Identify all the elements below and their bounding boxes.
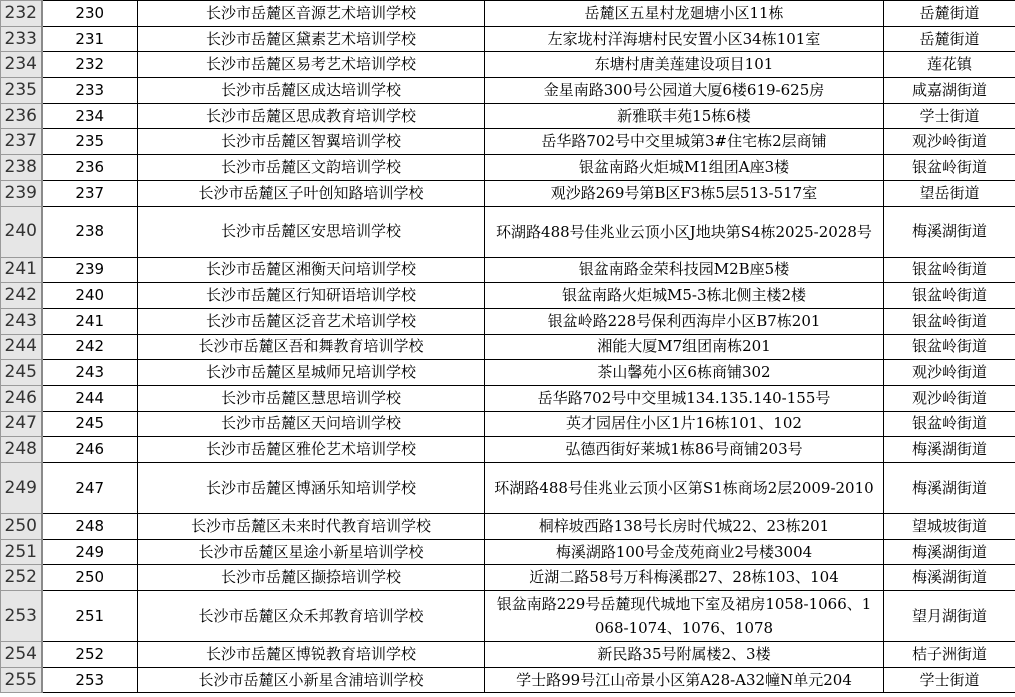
table-row <box>1 539 1015 565</box>
street-cell[interactable]: 梅溪湖街道 <box>884 463 1015 514</box>
address-cell[interactable]: 银盆南路金荣科技园M2B座5楼 <box>485 257 884 283</box>
index-cell[interactable]: 238 <box>42 206 138 257</box>
address-cell[interactable]: 金星南路300号公园道大厦6楼619-625房 <box>485 78 884 104</box>
address-cell[interactable]: 学士路99号江山帝景小区第A28-A32幢N单元204 <box>485 667 884 693</box>
index-cell[interactable]: 250 <box>42 565 138 591</box>
index-cell[interactable]: 235 <box>42 129 138 155</box>
row-number-header[interactable]: 234 <box>1 52 42 78</box>
table-row <box>1 283 1015 309</box>
table-body <box>1 1 1015 693</box>
index-cell[interactable]: 240 <box>42 283 138 309</box>
table-row <box>1 411 1015 437</box>
row-number-header[interactable]: 241 <box>1 257 42 283</box>
table-row <box>1 103 1015 129</box>
row-number-header[interactable]: 233 <box>1 26 42 52</box>
address-cell[interactable]: 湘能大厦M7组团南栋201 <box>485 334 884 360</box>
row-number-header[interactable]: 242 <box>1 283 42 309</box>
table-row <box>1 206 1015 257</box>
address-cell[interactable]: 环湖路488号佳兆业云顶小区第S1栋商场2层2009-2010 <box>485 463 884 514</box>
school-name-cell[interactable]: 长沙市岳麓区易考艺术培训学校 <box>138 52 485 78</box>
table-row <box>1 667 1015 693</box>
street-cell[interactable]: 银盆岭街道 <box>884 257 1015 283</box>
address-cell[interactable]: 新雅联丰苑15栋6楼 <box>485 103 884 129</box>
row-number-header[interactable]: 237 <box>1 129 42 155</box>
street-cell[interactable]: 岳麓街道 <box>884 1 1015 27</box>
table-row <box>1 565 1015 591</box>
row-number-header[interactable]: 240 <box>1 206 42 257</box>
school-name-cell[interactable]: 长沙市岳麓区众禾邦教育培训学校 <box>138 591 485 642</box>
school-name-cell[interactable]: 长沙市岳麓区智翼培训学校 <box>138 129 485 155</box>
row-number-header[interactable]: 244 <box>1 334 42 360</box>
index-cell[interactable]: 232 <box>42 52 138 78</box>
table-row <box>1 180 1015 206</box>
table-row <box>1 129 1015 155</box>
address-cell[interactable]: 银盆岭路228号保利西海岸小区B7栋201 <box>485 308 884 334</box>
index-cell[interactable]: 237 <box>42 180 138 206</box>
index-cell[interactable]: 230 <box>42 1 138 27</box>
street-cell[interactable]: 望城坡街道 <box>884 514 1015 540</box>
address-cell[interactable]: 近湖二路58号万科梅溪郡27、28栋103、104 <box>485 565 884 591</box>
table-row <box>1 360 1015 386</box>
street-cell[interactable]: 岳麓街道 <box>884 26 1015 52</box>
school-name-cell[interactable]: 长沙市岳麓区湘衡天问培训学校 <box>138 257 485 283</box>
school-name-cell[interactable]: 长沙市岳麓区吾和舞教育培训学校 <box>138 334 485 360</box>
school-name-cell[interactable]: 长沙市岳麓区文韵培训学校 <box>138 155 485 181</box>
table-row <box>1 591 1015 642</box>
street-cell[interactable]: 望岳街道 <box>884 180 1015 206</box>
table-row <box>1 1 1015 27</box>
index-cell[interactable]: 247 <box>42 463 138 514</box>
row-number-header[interactable]: 254 <box>1 642 42 668</box>
address-cell[interactable]: 观沙路269号第B区F3栋5层513-517室 <box>485 180 884 206</box>
street-cell[interactable]: 学士街道 <box>884 667 1015 693</box>
index-cell[interactable]: 241 <box>42 308 138 334</box>
index-cell[interactable]: 239 <box>42 257 138 283</box>
table-row <box>1 308 1015 334</box>
street-cell[interactable]: 梅溪湖街道 <box>884 437 1015 463</box>
address-cell[interactable]: 环湖路488号佳兆业云顶小区J地块第S4栋2025-2028号 <box>485 206 884 257</box>
row-number-header[interactable]: 255 <box>1 667 42 693</box>
street-cell[interactable]: 咸嘉湖街道 <box>884 78 1015 104</box>
address-cell[interactable]: 桐梓坡西路138号长房时代城22、23栋201 <box>485 514 884 540</box>
index-cell[interactable]: 245 <box>42 411 138 437</box>
address-cell[interactable]: 岳麓区五星村龙廻塘小区11栋 <box>485 1 884 27</box>
school-name-cell[interactable]: 长沙市岳麓区行知研语培训学校 <box>138 283 485 309</box>
table-row <box>1 642 1015 668</box>
table-row <box>1 257 1015 283</box>
index-cell[interactable]: 249 <box>42 539 138 565</box>
school-name-cell[interactable]: 长沙市岳麓区星途小新星培训学校 <box>138 539 485 565</box>
street-cell[interactable]: 银盆岭街道 <box>884 308 1015 334</box>
index-cell[interactable]: 242 <box>42 334 138 360</box>
index-cell[interactable]: 253 <box>42 667 138 693</box>
index-cell[interactable]: 234 <box>42 103 138 129</box>
school-name-cell[interactable]: 长沙市岳麓区撷捺培训学校 <box>138 565 485 591</box>
index-cell[interactable]: 251 <box>42 591 138 642</box>
index-cell[interactable]: 246 <box>42 437 138 463</box>
address-cell[interactable]: 茶山馨苑小区6栋商铺302 <box>485 360 884 386</box>
school-name-cell[interactable]: 长沙市岳麓区未来时代教育培训学校 <box>138 514 485 540</box>
table-row <box>1 334 1015 360</box>
street-cell[interactable]: 望月湖街道 <box>884 591 1015 642</box>
school-name-cell[interactable]: 长沙市岳麓区雅伦艺术培训学校 <box>138 437 485 463</box>
table-row <box>1 514 1015 540</box>
street-cell[interactable]: 观沙岭街道 <box>884 129 1015 155</box>
street-cell[interactable]: 桔子洲街道 <box>884 642 1015 668</box>
school-name-cell[interactable]: 长沙市岳麓区小新星含浦培训学校 <box>138 667 485 693</box>
row-number-header[interactable]: 253 <box>1 591 42 642</box>
address-cell[interactable]: 东塘村唐美莲建设项目101 <box>485 52 884 78</box>
table-row <box>1 155 1015 181</box>
address-cell[interactable]: 英才园居住小区1片16栋101、102 <box>485 411 884 437</box>
school-name-cell[interactable]: 长沙市岳麓区黛素艺术培训学校 <box>138 26 485 52</box>
address-cell[interactable]: 新民路35号附属楼2、3楼 <box>485 642 884 668</box>
address-cell[interactable]: 银盆南路229号岳麓现代城地下室及裙房1058-1066、1068-1074、1076、1078 <box>485 591 884 642</box>
school-name-cell[interactable]: 长沙市岳麓区音源艺术培训学校 <box>138 1 485 27</box>
street-cell[interactable]: 银盆岭街道 <box>884 155 1015 181</box>
row-number-header[interactable]: 251 <box>1 539 42 565</box>
school-name-cell[interactable]: 长沙市岳麓区天问培训学校 <box>138 411 485 437</box>
table-row <box>1 52 1015 78</box>
street-cell[interactable]: 梅溪湖街道 <box>884 565 1015 591</box>
school-name-cell[interactable]: 长沙市岳麓区成达培训学校 <box>138 78 485 104</box>
table-row <box>1 26 1015 52</box>
index-cell[interactable]: 248 <box>42 514 138 540</box>
row-number-header[interactable]: 239 <box>1 180 42 206</box>
row-number-header[interactable]: 252 <box>1 565 42 591</box>
street-cell[interactable]: 银盆岭街道 <box>884 334 1015 360</box>
street-cell[interactable]: 学士街道 <box>884 103 1015 129</box>
street-cell[interactable]: 观沙岭街道 <box>884 360 1015 386</box>
table-row <box>1 437 1015 463</box>
address-cell[interactable]: 左家垅村洋海塘村民安置小区34栋101室 <box>485 26 884 52</box>
street-cell[interactable]: 银盆岭街道 <box>884 283 1015 309</box>
row-number-header[interactable]: 250 <box>1 514 42 540</box>
row-number-header[interactable]: 246 <box>1 385 42 411</box>
street-cell[interactable]: 莲花镇 <box>884 52 1015 78</box>
address-cell[interactable]: 银盆南路火炬城M5-3栋北侧主楼2楼 <box>485 283 884 309</box>
index-cell[interactable]: 244 <box>42 385 138 411</box>
row-number-header[interactable]: 236 <box>1 103 42 129</box>
street-cell[interactable]: 银盆岭街道 <box>884 411 1015 437</box>
table-row <box>1 78 1015 104</box>
school-name-cell[interactable]: 长沙市岳麓区慧思培训学校 <box>138 385 485 411</box>
address-cell[interactable]: 岳华路702号中交里城第3#住宅栋2层商铺 <box>485 129 884 155</box>
index-cell[interactable]: 252 <box>42 642 138 668</box>
school-name-cell[interactable]: 长沙市岳麓区星城师兄培训学校 <box>138 360 485 386</box>
school-name-cell[interactable]: 长沙市岳麓区子叶创知路培训学校 <box>138 180 485 206</box>
row-number-header[interactable]: 238 <box>1 155 42 181</box>
row-number-header[interactable]: 248 <box>1 437 42 463</box>
address-cell[interactable]: 银盆南路火炬城M1组团A座3楼 <box>485 155 884 181</box>
address-cell[interactable]: 梅溪湖路100号金茂苑商业2号楼3004 <box>485 539 884 565</box>
row-number-header[interactable]: 232 <box>1 1 42 27</box>
table-row <box>1 385 1015 411</box>
school-name-cell[interactable]: 长沙市岳麓区博锐教育培训学校 <box>138 642 485 668</box>
school-name-cell[interactable]: 长沙市岳麓区泛音艺术培训学校 <box>138 308 485 334</box>
address-cell[interactable]: 弘德西街好莱城1栋86号商铺203号 <box>485 437 884 463</box>
index-cell[interactable]: 233 <box>42 78 138 104</box>
row-number-header[interactable]: 245 <box>1 360 42 386</box>
index-cell[interactable]: 243 <box>42 360 138 386</box>
street-cell[interactable]: 梅溪湖街道 <box>884 539 1015 565</box>
row-number-header[interactable]: 247 <box>1 411 42 437</box>
row-number-header[interactable]: 249 <box>1 463 42 514</box>
index-cell[interactable]: 236 <box>42 155 138 181</box>
row-number-header[interactable]: 243 <box>1 308 42 334</box>
table-row <box>1 463 1015 514</box>
index-cell[interactable]: 231 <box>42 26 138 52</box>
school-name-cell[interactable]: 长沙市岳麓区思成教育培训学校 <box>138 103 485 129</box>
street-cell[interactable]: 观沙岭街道 <box>884 385 1015 411</box>
school-name-cell[interactable]: 长沙市岳麓区博涵乐知培训学校 <box>138 463 485 514</box>
school-name-cell[interactable]: 长沙市岳麓区安思培训学校 <box>138 206 485 257</box>
address-cell[interactable]: 岳华路702号中交里城134.135.140-155号 <box>485 385 884 411</box>
row-number-header[interactable]: 235 <box>1 78 42 104</box>
street-cell[interactable]: 梅溪湖街道 <box>884 206 1015 257</box>
